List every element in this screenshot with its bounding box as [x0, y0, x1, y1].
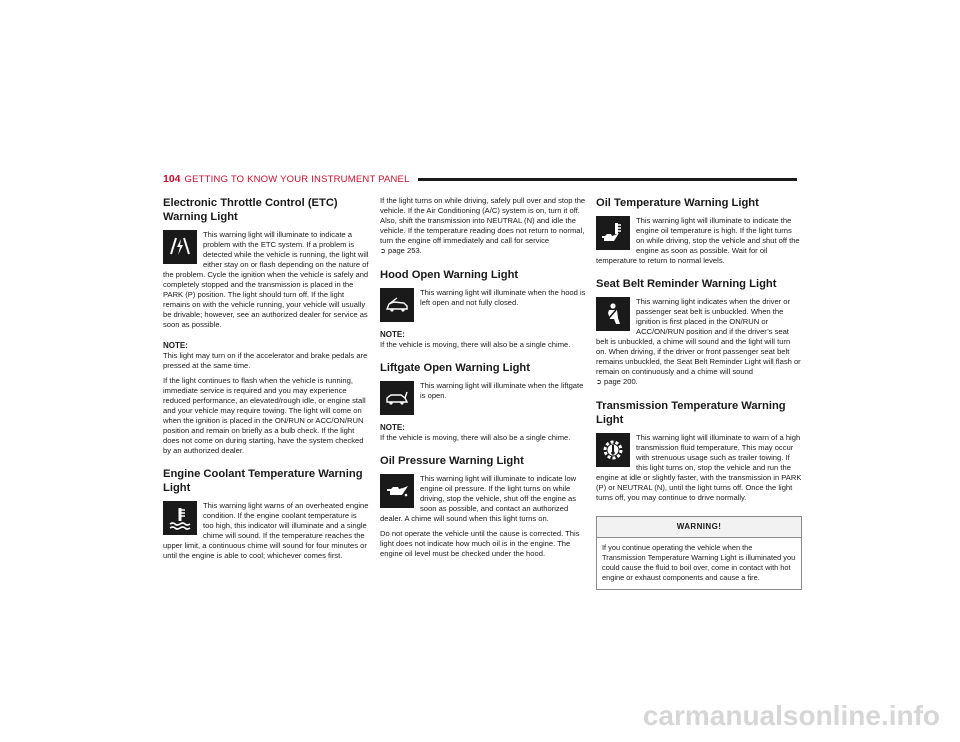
- arrow-right-icon: ➲: [380, 248, 386, 255]
- seat-belt-warning-icon: [596, 297, 630, 331]
- oil-temp-heading: Oil Temperature Warning Light: [596, 197, 759, 209]
- hood-body: This warning light will illuminate when the hood is left open and not fully closed.: [420, 288, 586, 307]
- throttle-lightning-icon: [167, 234, 193, 260]
- hood-note-label: NOTE:: [380, 330, 405, 339]
- watermark: carmanualsonline.info: [642, 700, 940, 731]
- column-1: [163, 196, 369, 566]
- oil-temperature-icon: [600, 220, 626, 246]
- gear-thermometer-icon: [600, 437, 626, 463]
- coolant-heading: Engine Coolant Temperature Warning Light: [163, 468, 363, 494]
- warning-title: WARNING!: [597, 517, 801, 538]
- etc-heading: Electronic Throttle Control (ETC) Warning Light: [163, 197, 338, 223]
- hood-heading: Hood Open Warning Light: [380, 269, 519, 281]
- oil-pressure-body: This warning light will illuminate to indicate low engine oil pressure. If the light turns on while driving, stop the vehicle, shut off the engine as soon as possible, and contact an authorized dealer. A chime will sound when this light turns on.: [380, 474, 577, 523]
- car-liftgate-open-icon: [384, 385, 410, 411]
- warning-box: [596, 516, 802, 590]
- etc-note-text: This light may turn on if the accelerator and brake pedals are pressed at the same time.: [163, 351, 368, 370]
- arrow-right-icon: ➲: [596, 379, 602, 386]
- seat-belt-person-icon: [600, 301, 626, 327]
- etc-note-label: NOTE:: [163, 341, 188, 350]
- page-ref-link[interactable]: ➲ page 253.: [380, 246, 422, 255]
- oil-pressure-heading: Oil Pressure Warning Light: [380, 455, 524, 467]
- liftgate-note-label: NOTE:: [380, 423, 405, 432]
- page-number: 104: [163, 173, 181, 185]
- etc-warning-icon: [163, 230, 197, 264]
- liftgate-warning-icon: [380, 381, 414, 415]
- coolant-warning-icon: [163, 501, 197, 535]
- seat-belt-body: This warning light indicates when the driver or passenger seat belt is unbuckled. When the ignition is first placed in the ON/RUN or ACC/ON/RUN position and if the driver’s seat belt is unbuckled, a chime will sound and the light will turn on. When driving, if the driver or front passenger seat belt remains unbuckled, the Seat Belt Reminder Light will flash or remain on continuously and a chime will sound ➲ page 200.: [596, 297, 801, 386]
- chapter-title: GETTING TO KNOW YOUR INSTRUMENT PANEL: [184, 173, 410, 185]
- hood-note-text: If the vehicle is moving, there will also be a single chime.: [380, 340, 571, 349]
- coolant-continued: If the light turns on while driving, safely pull over and stop the vehicle. If the Air Conditioning (A/C) system is on, turn it off. Also, shift the transmission into NEUTRAL (N) and idle the vehicle. If the temperature reading does not return to normal, turn the engine off immediately and call for service ➲ page 253.: [380, 196, 586, 255]
- trans-temp-heading: Transmission Temperature Warning Light: [596, 400, 786, 426]
- oil-pressure-warning-icon: [380, 474, 414, 508]
- header-rule: [418, 178, 797, 181]
- column-3: [596, 196, 802, 590]
- liftgate-heading: Liftgate Open Warning Light: [380, 362, 530, 374]
- column-2: [380, 196, 586, 564]
- etc-body: This warning light will illuminate to indicate a problem with the ETC system. If a problem is detected while the vehicle is running, the light will either stay on or flash depending on the nature of the problem. Cycle the ignition when the vehicle is safely and completely stopped and the transmission is placed in the PARK (P) position. The light should turn off. If the light remains on with the vehicle running, your vehicle will usually be drivable; however, see an authorized dealer for service as soon as possible.: [163, 230, 369, 329]
- thermometer-water-icon: [167, 505, 193, 531]
- coolant-body: This warning light warns of an overheated engine condition. If the engine coolant temperature is too high, this indicator will illuminate and a single chime will sound. If the temperature reaches the upper limit, a continuous chime will sound for four minutes or until the engine is able to cool; whichever comes first.: [163, 501, 369, 560]
- seat-belt-heading: Seat Belt Reminder Warning Light: [596, 278, 777, 290]
- page-header: [163, 171, 797, 187]
- oil-can-icon: [384, 478, 410, 504]
- oil-temp-warning-icon: [596, 216, 630, 250]
- trans-temp-body: This warning light will illuminate to warn of a high transmission fluid temperature. This may occur with strenuous usage such as trailer towing. If this light turns on, stop the vehicle and run the engine at idle or slightly faster, with the transmission in PARK (P) or NEUTRAL (N), until the light turns off. Once the light turns off, you may continue to drive normally.: [596, 433, 802, 502]
- car-hood-open-icon: [384, 292, 410, 318]
- warning-text: If you continue operating the vehicle when the Transmission Temperature Warning Light is illuminated you could cause the fluid to boil over, come in contact with hot engine or exhaust components and cause a fire.: [602, 543, 796, 582]
- oil-temp-body: This warning light will illuminate to indicate the engine oil temperature is high. If the light turns on while driving, stop the vehicle and shut off the engine as soon as possible. Wait for oil temperature to return to normal levels.: [596, 216, 800, 265]
- trans-temp-warning-icon: [596, 433, 630, 467]
- liftgate-note-text: If the vehicle is moving, there will also be a single chime.: [380, 433, 571, 442]
- etc-para2: If the light continues to flash when the vehicle is running, immediate service is required and you may experience reduced performance, an elevated/rough idle, or engine stall and your vehicle may require towing. The light will come on when the ignition is placed in the ON/RUN or ACC/ON/RUN position and remain on briefly as a bulb check. If the light does not come on during starting, have the system checked by an authorized dealer.: [163, 376, 366, 455]
- page-ref-link[interactable]: ➲ page 200.: [596, 377, 638, 386]
- oil-pressure-para2: Do not operate the vehicle until the cause is corrected. This light does not indicate how much oil is in the engine. The engine oil level must be checked under the hood.: [380, 529, 580, 558]
- hood-warning-icon: [380, 288, 414, 322]
- liftgate-body: This warning light will illuminate when the liftgate is open.: [420, 381, 584, 400]
